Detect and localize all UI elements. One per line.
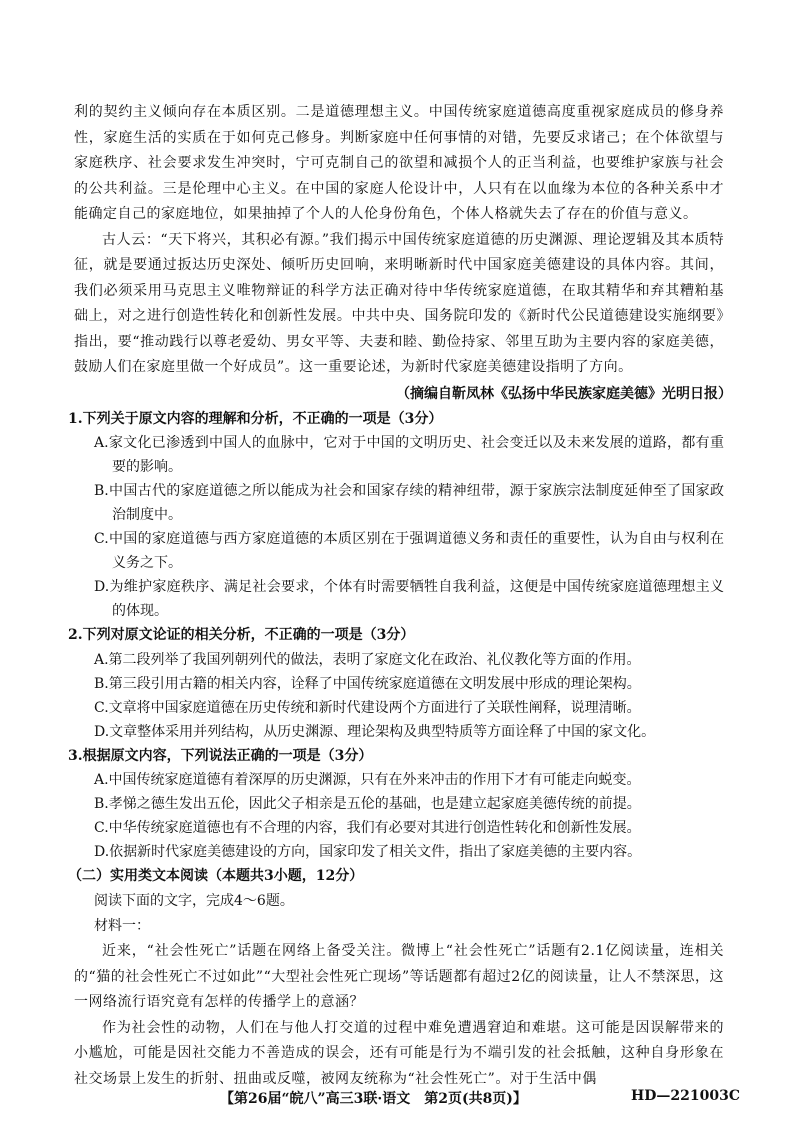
passage-paragraph-1: 利的契约主义倾向存在本质区别。二是道德理想主义。中国传统家庭道德高度重视家庭成员的修身养性，家庭生活的实质在于如何克己修身。判断家庭中任何事情的对错，先要反求诸己；在个体欲望与家庭秩序、社会要求发生冲突时，宁可克制自己的欲望和减损个人的正当利益，也要维护家族与社会的公共利益。三是伦理中心主义。在中国的家庭人伦设计中，人只有在以血缘为本位的各种关系中才能确定自己的家庭地位，如果抽掉了个人的人伦身份角色，个体人格就失去了存在的价值与意义。 <box>74 104 724 222</box>
question-stem: 1.下列关于原文内容的理解和分析，不正确的一项是（3分） <box>68 410 443 427</box>
material-label: 材料一： <box>94 918 150 934</box>
question-3 <box>68 744 724 865</box>
option-a: A.第二段列举了我国列朝列代的做法，表明了家庭文化在政治、礼仪教化等方面的作用。 <box>94 651 641 668</box>
material-paragraph-2: 作为社会性的动物，人们在与他人打交道的过程中难免遭遇窘迫和难堪。这可能是因误解带来的小尴尬，可能是因社交能力不善造成的误会，还有可能是行为不端引发的社会抵触，这种自身形象在社交场景上发生的折射、扭曲或反噬，被网友统称为“社会性死亡”。对于生活中偶 <box>74 1019 724 1087</box>
option-d: D.文章整体采用并列结构，从历史渊源、理论架构及典型特质等方面诠释了中国的家文化。 <box>94 723 656 740</box>
option-b: B.第三段引用古籍的相关内容，诠释了中国传统家庭道德在文明发展中形成的理论架构。 <box>94 675 641 692</box>
section-title: （二）实用类文本阅读（本题共3小题，12分） <box>68 868 364 884</box>
question-2 <box>68 623 724 744</box>
question-stem: 2.下列对原文论证的相关分析，不正确的一项是（3分） <box>68 627 415 643</box>
question-1 <box>68 407 724 624</box>
material-paragraph-1: 近来，“社会性死亡”话题在网络上备受关注。微博上“社会性死亡”话题有2.1亿阅读量，连相关的“猫的社会性死亡不过如此”“大型社会性死亡现场”等话题都有超过2亿的阅读量，让人不禁深思，这一网络流行语究竟有怎样的传播学上的意涵？ <box>74 943 724 1010</box>
passage-paragraph-2: 古人云：“天下将兴，其积必有源。”我们揭示中国传统家庭道德的历史渊源、理论逻辑及其本质特征，就是要通过扳达历史深处、倾听历史回响，来明晰新时代中国家庭美德建设的具体内容。其间，我们必须采用马克思主义唯物辩证的科学方法正确对待中华传统家庭道德，在取其精华和弃其糟粕基础上，对之进行创造性转化和创新性发展。中共中央、国务院印发的《新时代公民道德建设实施纲要》指出，要“推动践行以尊老爱幼、男女平等、夫妻和睦、勤俭持家、邻里互助为主要内容的家庭美德，鼓励人们在家庭里做一个好成员”。这一重要论述，为新时代家庭美德建设指明了方向。 <box>74 231 724 375</box>
option-b: B.孝悌之德生发出五伦，因此父子相亲是五伦的基础，也是建立起家庭美德传统的前提。 <box>94 796 641 812</box>
option-c: C.中华传统家庭道德也有不合理的内容，我们有必要对其进行创造性转化和创新性发展。 <box>94 820 641 836</box>
option-c: C.文章将中国家庭道德在历史传统和新时代建设两个方面进行了关联性阐释，说理清晰。 <box>94 699 641 716</box>
footer-code: HD—221003C <box>631 1088 740 1104</box>
section-instruction: 阅读下面的文字，完成4～6题。 <box>94 893 294 909</box>
option-d: D.为维护家庭秩序、满足社会要求，个体有时需要牺牲自我利益，这便是中国传统家庭道德理想主义的体现。 <box>94 579 724 619</box>
document-page <box>68 100 732 1092</box>
page-footer <box>220 1088 740 1108</box>
passage-source: （摘编自靳凤林《弘扬中华民族家庭美德》光明日报） <box>396 385 732 402</box>
option-c: C.中国的家庭道德与西方家庭道德的本质区别在于强调道德义务和责任的重要性，认为自由与权利在义务之下。 <box>94 531 724 571</box>
option-a: A.家文化已渗透到中国人的血脉中，它对于中国的文明历史、社会变迁以及未来发展的道路，都有重要的影响。 <box>94 435 724 475</box>
footer-exam-info: 【第26届“皖八”高三3联·语文 第2页(共8页)】 <box>220 1091 527 1107</box>
option-a: A.中国传统家庭道德有着深厚的历史渊源，只有在外来冲击的作用下才有可能走向蜕变。 <box>94 772 641 788</box>
option-d: D.依据新时代家庭美德建设的方向，国家印发了相关文件，指出了家庭美德的主要内容。 <box>94 844 642 860</box>
option-b: B.中国古代的家庭道德之所以能成为社会和国家存续的精神纽带，源于家族宗法制度延伸至了国家政治制度中。 <box>94 483 724 523</box>
question-stem: 3.根据原文内容，下列说法正确的一项是（3分） <box>68 747 373 764</box>
